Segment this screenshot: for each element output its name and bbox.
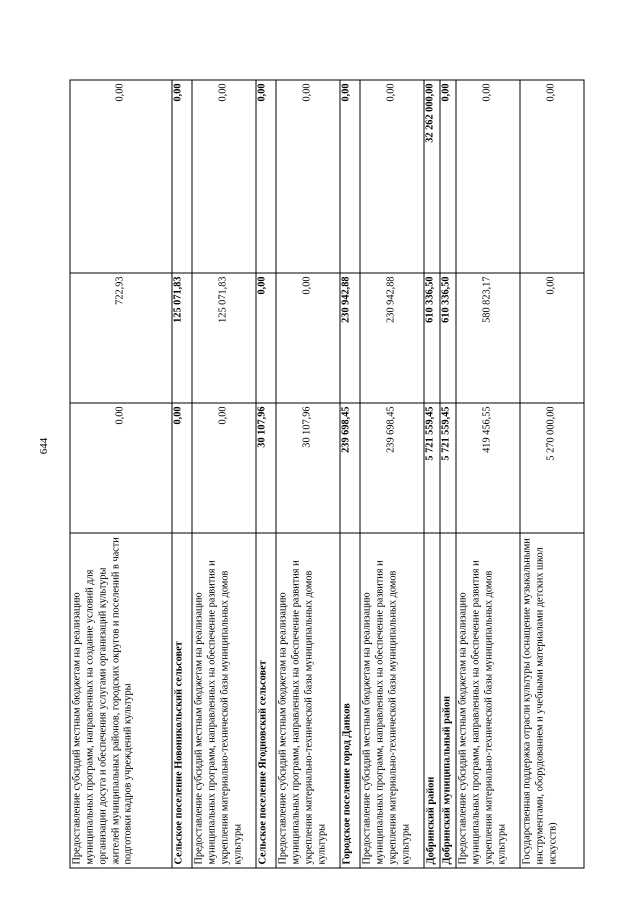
value-col1: 239 698,45 (340, 403, 360, 533)
row-name: Предоставление субсидий местным бюджетам на реализацию муниципальных программ, направленных на обеспечение развития и укрепления материально-технической базы муниципальных домов культуры (192, 533, 256, 868)
value-col1: 5 270 000,00 (520, 403, 584, 533)
value-col2: 125 071,83 (172, 273, 192, 403)
value-col3: 0,00 (520, 80, 584, 273)
table-row (340, 80, 360, 868)
budget-table (70, 79, 585, 868)
value-col2: 230 942,88 (360, 273, 424, 403)
value-col2: 0,00 (256, 273, 276, 403)
row-name: Предоставление субсидий местным бюджетам на реализацию муниципальных программ, направленных на обеспечение развития и укрепления материально-технической базы муниципальных домов культуры (276, 533, 340, 868)
value-col2: 610 336,50 (424, 273, 440, 403)
value-col3: 0,00 (456, 80, 520, 273)
value-col3: 0,00 (256, 80, 276, 273)
table-row (70, 80, 172, 868)
table-row (172, 80, 192, 868)
row-name: Сельское поселение Ягодновский сельсовет (256, 533, 276, 868)
row-name: Государственная поддержка отрасли культуры (оснащение музыкальными инструментами, оборудованием и учебными материалами детских школ искусств) (520, 533, 584, 868)
row-name: Добринский муниципальный район (440, 533, 456, 868)
row-name: Предоставление субсидий местным бюджетам на реализацию муниципальных программ, направленных на создание условий для организации досуга и обеспечения услугами организаций культуры жителей муниципальных районов, городских округов и поселений в части подготовки кадров учреждений культуры (70, 533, 172, 868)
value-col3: 0,00 (360, 80, 424, 273)
table-row (192, 80, 256, 868)
value-col2: 125 071,83 (192, 273, 256, 403)
value-col3: 0,00 (192, 80, 256, 273)
table-row (456, 80, 520, 868)
row-name: Предоставление субсидий местным бюджетам на реализацию муниципальных программ, направленных на обеспечение развития и укрепления материально-технической базы муниципальных домов культуры (360, 533, 424, 868)
value-col2: 230 942,88 (340, 273, 360, 403)
value-col2: 0,00 (276, 273, 340, 403)
value-col3: 0,00 (172, 80, 192, 273)
page-number: 644 (38, 437, 50, 455)
rotated-table-container (70, 80, 585, 868)
value-col1: 419 456,55 (456, 403, 520, 533)
value-col2: 0,00 (520, 273, 584, 403)
table-row (440, 80, 456, 868)
table-row (276, 80, 340, 868)
value-col2: 722,93 (70, 273, 172, 403)
value-col1: 0,00 (70, 403, 172, 533)
row-name: Городское поселение город Данков (340, 533, 360, 868)
value-col1: 30 107,96 (276, 403, 340, 533)
value-col3: 0,00 (276, 80, 340, 273)
value-col1: 239 698,45 (360, 403, 424, 533)
value-col3: 0,00 (340, 80, 360, 273)
table-row (520, 80, 584, 868)
value-col1: 30 107,96 (256, 403, 276, 533)
value-col3: 0,00 (440, 80, 456, 273)
table-row (424, 80, 440, 868)
table-row (360, 80, 424, 868)
value-col1: 5 721 559,45 (440, 403, 456, 533)
value-col1: 0,00 (172, 403, 192, 533)
row-name: Добринский район (424, 533, 440, 868)
row-name: Сельское поселение Новоникольский сельсовет (172, 533, 192, 868)
value-col2: 610 336,50 (440, 273, 456, 403)
value-col2: 580 823,17 (456, 273, 520, 403)
table-row (256, 80, 276, 868)
table-body (70, 80, 584, 868)
value-col1: 5 721 559,45 (424, 403, 440, 533)
value-col3: 0,00 (70, 80, 172, 273)
row-name: Предоставление субсидий местным бюджетам на реализацию муниципальных программ, направленных на обеспечение развития и укрепления материально-технической базы муниципальных домов культуры (456, 533, 520, 868)
value-col3: 32 262 000,00 (424, 80, 440, 273)
value-col1: 0,00 (192, 403, 256, 533)
